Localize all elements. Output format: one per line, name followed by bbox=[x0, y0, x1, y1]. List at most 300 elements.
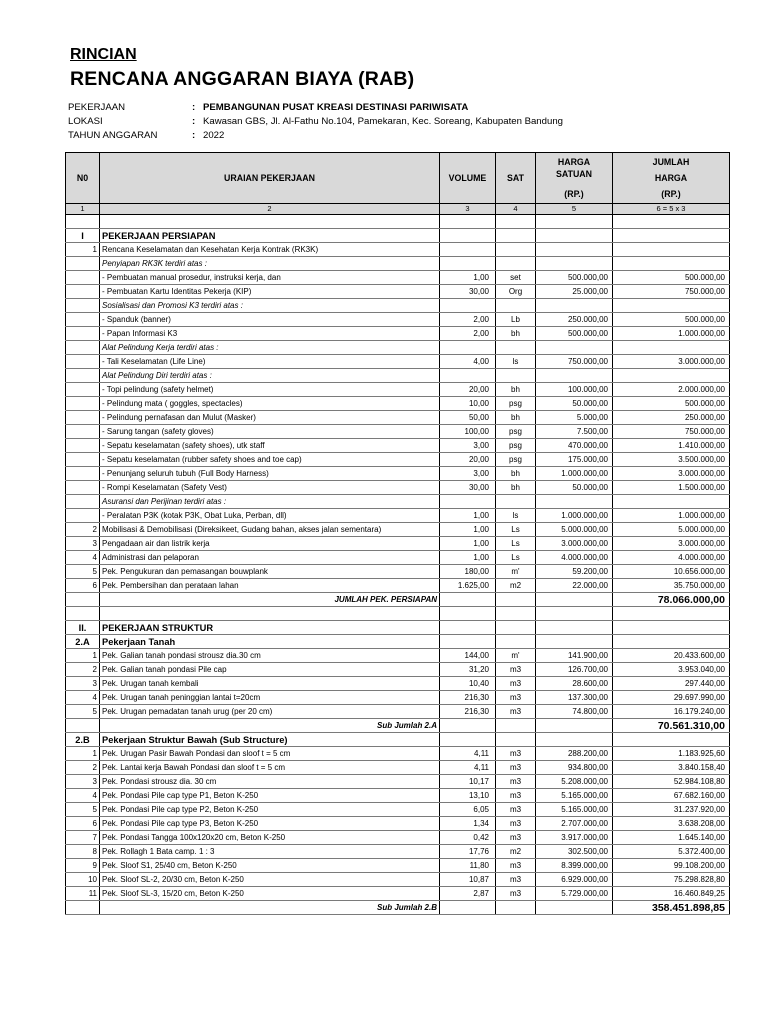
item-number: 5 bbox=[66, 565, 100, 579]
empty-cell bbox=[613, 341, 730, 355]
item-number: 2 bbox=[66, 761, 100, 775]
item-description: Pek. Pondasi Pile cap type P3, Beton K-250 bbox=[100, 817, 440, 831]
item-number: 11 bbox=[66, 887, 100, 901]
item-number bbox=[66, 453, 100, 467]
table-row bbox=[66, 523, 730, 537]
item-volume: 30,00 bbox=[440, 481, 496, 495]
table-row bbox=[66, 439, 730, 453]
item-number bbox=[66, 341, 100, 355]
item-unit-price: 5.165.000,00 bbox=[536, 803, 613, 817]
item-unit: m2 bbox=[496, 579, 536, 593]
item-unit: bh bbox=[496, 481, 536, 495]
item-unit-price: 5.165.000,00 bbox=[536, 789, 613, 803]
table-row bbox=[66, 747, 730, 761]
item-number bbox=[66, 481, 100, 495]
item-unit: m3 bbox=[496, 677, 536, 691]
empty-cell bbox=[536, 257, 613, 271]
empty-cell bbox=[496, 719, 536, 733]
item-total-price: 1.645.140,00 bbox=[613, 831, 730, 845]
item-description: Pek. Urugan pemadatan tanah urug (per 20 cm) bbox=[100, 705, 440, 719]
empty-cell bbox=[536, 719, 613, 733]
item-number bbox=[66, 271, 100, 285]
empty-cell bbox=[496, 299, 536, 313]
item-volume: 1,00 bbox=[440, 271, 496, 285]
section-title: Pekerjaan Tanah bbox=[100, 635, 440, 649]
empty-cell bbox=[440, 607, 496, 621]
table-row bbox=[66, 537, 730, 551]
item-number bbox=[66, 467, 100, 481]
table-row bbox=[66, 817, 730, 831]
item-total-price: 3.500.000,00 bbox=[613, 453, 730, 467]
empty-cell bbox=[536, 369, 613, 383]
item-number: 5 bbox=[66, 705, 100, 719]
item-volume: 180,00 bbox=[440, 565, 496, 579]
item-number: 1 bbox=[66, 649, 100, 663]
table-row bbox=[66, 313, 730, 327]
item-total-price: 31.237.920,00 bbox=[613, 803, 730, 817]
item-volume: 4,11 bbox=[440, 747, 496, 761]
item-total-price: 3.000.000,00 bbox=[613, 537, 730, 551]
item-number bbox=[66, 355, 100, 369]
header-sat: SAT bbox=[496, 153, 536, 204]
item-unit-price: 126.700,00 bbox=[536, 663, 613, 677]
empty-cell bbox=[536, 215, 613, 229]
item-description: - Sarung tangan (safety gloves) bbox=[100, 425, 440, 439]
item-description: Pek. Urugan tanah peninggian lantai t=20cm bbox=[100, 691, 440, 705]
blank-row bbox=[66, 215, 730, 229]
item-total-price: 750.000,00 bbox=[613, 425, 730, 439]
empty-cell bbox=[613, 621, 730, 635]
item-unit: m3 bbox=[496, 831, 536, 845]
header-total-line3: (RP.) bbox=[661, 189, 681, 199]
blank-row bbox=[66, 607, 730, 621]
item-description: - Sepatu keselamatan (rubber safety shoes and toe cap) bbox=[100, 453, 440, 467]
item-description: Pek. Sloof SL-3, 15/20 cm, Beton K-250 bbox=[100, 887, 440, 901]
item-description: Pek. Sloof S1, 25/40 cm, Beton K-250 bbox=[100, 859, 440, 873]
rab-table bbox=[65, 152, 730, 915]
item-unit: bh bbox=[496, 467, 536, 481]
table-row bbox=[66, 565, 730, 579]
item-unit: m3 bbox=[496, 859, 536, 873]
empty-cell bbox=[496, 229, 536, 243]
item-unit-price: 175.000,00 bbox=[536, 453, 613, 467]
item-volume: 13,10 bbox=[440, 789, 496, 803]
item-total-price: 3.000.000,00 bbox=[613, 467, 730, 481]
item-unit-price: 302.500,00 bbox=[536, 845, 613, 859]
table-row bbox=[66, 691, 730, 705]
item-unit: m3 bbox=[496, 887, 536, 901]
item-volume: 0,42 bbox=[440, 831, 496, 845]
empty-cell bbox=[496, 215, 536, 229]
subheading-row bbox=[66, 257, 730, 271]
item-volume: 3,00 bbox=[440, 467, 496, 481]
item-volume: 4,11 bbox=[440, 761, 496, 775]
item-description: Mobilisasi & Demobilisasi (Direksikeet, Gudang bahan, akses jalan sementara) bbox=[100, 523, 440, 537]
item-total-price: 1.000.000,00 bbox=[613, 509, 730, 523]
item-unit: m3 bbox=[496, 663, 536, 677]
item-description: Pek. Urugan tanah kembali bbox=[100, 677, 440, 691]
item-unit: bh bbox=[496, 327, 536, 341]
item-total-price: 3.000.000,00 bbox=[613, 355, 730, 369]
info-label: TAHUN ANGGARAN bbox=[68, 130, 158, 141]
empty-cell bbox=[536, 621, 613, 635]
item-description: Administrasi dan pelaporan bbox=[100, 551, 440, 565]
empty-cell bbox=[496, 495, 536, 509]
item-number: 4 bbox=[66, 691, 100, 705]
item-unit: psg bbox=[496, 397, 536, 411]
table-row bbox=[66, 845, 730, 859]
item-volume: 1,00 bbox=[440, 551, 496, 565]
item-unit: m' bbox=[496, 565, 536, 579]
table-row bbox=[66, 355, 730, 369]
table-row bbox=[66, 859, 730, 873]
empty-cell bbox=[440, 635, 496, 649]
item-total-price: 500.000,00 bbox=[613, 313, 730, 327]
item-number: 5 bbox=[66, 803, 100, 817]
item-number bbox=[66, 313, 100, 327]
info-value: Kawasan GBS, Jl. Al-Fathu No.104, Pamekaran, Kec. Soreang, Kabupaten Bandung bbox=[203, 116, 563, 127]
item-description: Pengadaan air dan listrik kerja bbox=[100, 537, 440, 551]
item-volume: 20,00 bbox=[440, 453, 496, 467]
item-total-price bbox=[613, 243, 730, 257]
item-total-price: 16.179.240,00 bbox=[613, 705, 730, 719]
empty-cell bbox=[440, 215, 496, 229]
header-price-line1: HARGA bbox=[557, 157, 591, 167]
item-number: 9 bbox=[66, 859, 100, 873]
table-row bbox=[66, 551, 730, 565]
item-description: - Pelindung pernafasan dan Mulut (Masker) bbox=[100, 411, 440, 425]
item-unit-price: 5.000.000,00 bbox=[536, 523, 613, 537]
section-number: II. bbox=[66, 621, 100, 635]
item-total-price: 75.298.828,80 bbox=[613, 873, 730, 887]
info-label: PEKERJAAN bbox=[68, 102, 126, 113]
item-total-price: 35.750.000,00 bbox=[613, 579, 730, 593]
item-volume: 216,30 bbox=[440, 705, 496, 719]
table-row bbox=[66, 789, 730, 803]
item-unit: m3 bbox=[496, 761, 536, 775]
item-total-price: 297.440,00 bbox=[613, 677, 730, 691]
empty-cell bbox=[536, 607, 613, 621]
table-row bbox=[66, 397, 730, 411]
table-body bbox=[66, 215, 730, 915]
item-volume: 1,34 bbox=[440, 817, 496, 831]
item-unit-price: 6.929.000,00 bbox=[536, 873, 613, 887]
empty-cell bbox=[613, 229, 730, 243]
item-number: 4 bbox=[66, 551, 100, 565]
item-unit-price: 25.000,00 bbox=[536, 285, 613, 299]
item-number: 7 bbox=[66, 831, 100, 845]
item-volume: 1.625,00 bbox=[440, 579, 496, 593]
empty-cell bbox=[100, 215, 440, 229]
table-row bbox=[66, 761, 730, 775]
item-number bbox=[66, 439, 100, 453]
subtotal-value: 70.561.310,00 bbox=[613, 719, 730, 733]
item-total-price: 16.460.849,25 bbox=[613, 887, 730, 901]
table-row bbox=[66, 873, 730, 887]
empty-cell bbox=[613, 369, 730, 383]
empty-cell bbox=[100, 607, 440, 621]
table-row bbox=[66, 579, 730, 593]
item-unit: psg bbox=[496, 453, 536, 467]
empty-cell bbox=[536, 495, 613, 509]
section-number: 2.B bbox=[66, 733, 100, 747]
subheading-row bbox=[66, 495, 730, 509]
item-unit-price: 5.000,00 bbox=[536, 411, 613, 425]
section-number: I bbox=[66, 229, 100, 243]
table-row bbox=[66, 425, 730, 439]
header-total-line1: JUMLAH bbox=[652, 157, 690, 167]
empty-cell bbox=[496, 593, 536, 607]
info-colon: : bbox=[192, 116, 196, 127]
item-description: Pek. Pengukuran dan pemasangan bouwplank bbox=[100, 565, 440, 579]
item-unit-price: 1.000.000,00 bbox=[536, 467, 613, 481]
item-description: Pek. Pondasi Pile cap type P2, Beton K-250 bbox=[100, 803, 440, 817]
item-description: - Peralatan P3K (kotak P3K, Obat Luka, Perban, dll) bbox=[100, 509, 440, 523]
item-unit-price: 8.399.000,00 bbox=[536, 859, 613, 873]
item-total-price: 2.000.000,00 bbox=[613, 383, 730, 397]
subtotal-row bbox=[66, 593, 730, 607]
item-unit-price: 5.729.000,00 bbox=[536, 887, 613, 901]
item-total-price: 1.183.925,60 bbox=[613, 747, 730, 761]
item-number bbox=[66, 285, 100, 299]
item-description: - Pembuatan Kartu Identitas Pekerja (KIP) bbox=[100, 285, 440, 299]
item-description: Pek. Pondasi strousz dia. 30 cm bbox=[100, 775, 440, 789]
item-number bbox=[66, 299, 100, 313]
item-unit-price: 28.600,00 bbox=[536, 677, 613, 691]
empty-cell bbox=[613, 607, 730, 621]
item-volume: 216,30 bbox=[440, 691, 496, 705]
item-volume: 144,00 bbox=[440, 649, 496, 663]
item-volume: 1,00 bbox=[440, 509, 496, 523]
item-number bbox=[66, 425, 100, 439]
item-number: 2 bbox=[66, 523, 100, 537]
section-row bbox=[66, 635, 730, 649]
table-row bbox=[66, 285, 730, 299]
section-number: 2.A bbox=[66, 635, 100, 649]
header-price-line2: SATUAN bbox=[556, 169, 592, 179]
header-total bbox=[613, 153, 730, 204]
item-volume bbox=[440, 243, 496, 257]
item-unit: Ls bbox=[496, 523, 536, 537]
subtotal-value: 358.451.898,85 bbox=[613, 901, 730, 915]
item-volume: 10,40 bbox=[440, 677, 496, 691]
table-row bbox=[66, 453, 730, 467]
item-volume: 10,87 bbox=[440, 873, 496, 887]
header-index: 3 bbox=[440, 204, 496, 215]
item-volume: 1,00 bbox=[440, 523, 496, 537]
item-unit-price: 750.000,00 bbox=[536, 355, 613, 369]
subtotal-row bbox=[66, 901, 730, 915]
section-row bbox=[66, 621, 730, 635]
empty-cell bbox=[440, 299, 496, 313]
item-unit-price: 1.000.000,00 bbox=[536, 509, 613, 523]
item-total-price: 1.000.000,00 bbox=[613, 327, 730, 341]
header-index: 6 = 5 x 3 bbox=[613, 204, 730, 215]
empty-cell bbox=[536, 299, 613, 313]
item-unit-price: 934.800,00 bbox=[536, 761, 613, 775]
subtotal-value: 78.066.000,00 bbox=[613, 593, 730, 607]
item-unit: bh bbox=[496, 383, 536, 397]
item-unit: psg bbox=[496, 439, 536, 453]
empty-cell bbox=[496, 621, 536, 635]
item-number: 10 bbox=[66, 873, 100, 887]
item-description: - Pelindung mata ( goggles, spectacles) bbox=[100, 397, 440, 411]
header-desc: URAIAN PEKERJAAN bbox=[100, 153, 440, 204]
item-unit: m3 bbox=[496, 775, 536, 789]
item-number bbox=[66, 327, 100, 341]
item-volume: 2,00 bbox=[440, 313, 496, 327]
item-number bbox=[66, 369, 100, 383]
empty-cell bbox=[536, 635, 613, 649]
header-price bbox=[536, 153, 613, 204]
item-unit: m3 bbox=[496, 747, 536, 761]
item-unit-price: 470.000,00 bbox=[536, 439, 613, 453]
item-unit: m2 bbox=[496, 845, 536, 859]
subheading-label: Penyiapan RK3K terdiri atas : bbox=[100, 257, 440, 271]
table-header bbox=[66, 153, 730, 215]
item-unit-price: 3.000.000,00 bbox=[536, 537, 613, 551]
empty-cell bbox=[440, 901, 496, 915]
item-total-price: 5.372.400,00 bbox=[613, 845, 730, 859]
section-title: Pekerjaan Struktur Bawah (Sub Structure) bbox=[100, 733, 440, 747]
subheading-row bbox=[66, 369, 730, 383]
section-title: PEKERJAAN PERSIAPAN bbox=[100, 229, 440, 243]
empty-cell bbox=[440, 369, 496, 383]
subheading-label: Sosialisasi dan Promosi K3 terdiri atas : bbox=[100, 299, 440, 313]
table-row bbox=[66, 271, 730, 285]
table-row bbox=[66, 481, 730, 495]
item-number: 3 bbox=[66, 677, 100, 691]
item-unit-price: 50.000,00 bbox=[536, 397, 613, 411]
table-row bbox=[66, 803, 730, 817]
info-colon: : bbox=[192, 102, 196, 113]
item-volume: 3,00 bbox=[440, 439, 496, 453]
item-unit-price: 5.208.000,00 bbox=[536, 775, 613, 789]
empty-cell bbox=[440, 593, 496, 607]
item-unit-price: 3.917.000,00 bbox=[536, 831, 613, 845]
item-volume: 6,05 bbox=[440, 803, 496, 817]
empty-cell bbox=[440, 733, 496, 747]
table-row bbox=[66, 327, 730, 341]
item-unit bbox=[496, 243, 536, 257]
item-volume: 17,76 bbox=[440, 845, 496, 859]
item-number: 6 bbox=[66, 579, 100, 593]
item-unit: m3 bbox=[496, 817, 536, 831]
item-number: 4 bbox=[66, 789, 100, 803]
subtotal-label: Sub Jumlah 2.B bbox=[100, 901, 440, 915]
item-total-price: 10.656.000,00 bbox=[613, 565, 730, 579]
table-row bbox=[66, 649, 730, 663]
item-total-price: 3.953.040,00 bbox=[613, 663, 730, 677]
item-total-price: 500.000,00 bbox=[613, 397, 730, 411]
item-number bbox=[66, 411, 100, 425]
item-volume: 1,00 bbox=[440, 537, 496, 551]
empty-cell bbox=[613, 635, 730, 649]
subtotal-row bbox=[66, 719, 730, 733]
item-volume: 20,00 bbox=[440, 383, 496, 397]
item-unit: m' bbox=[496, 649, 536, 663]
subheading-label: Asuransi dan Perijinan terdiri atas : bbox=[100, 495, 440, 509]
item-volume: 2,00 bbox=[440, 327, 496, 341]
item-volume: 31,20 bbox=[440, 663, 496, 677]
item-unit-price: 4.000.000,00 bbox=[536, 551, 613, 565]
item-unit: m3 bbox=[496, 803, 536, 817]
item-volume: 100,00 bbox=[440, 425, 496, 439]
empty-cell bbox=[66, 719, 100, 733]
table-row bbox=[66, 677, 730, 691]
item-description: - Tali Keselamatan (Life Line) bbox=[100, 355, 440, 369]
empty-cell bbox=[440, 229, 496, 243]
header-no: N0 bbox=[66, 153, 100, 204]
item-unit: Lb bbox=[496, 313, 536, 327]
item-unit-price: 59.200,00 bbox=[536, 565, 613, 579]
item-description: - Penunjang seluruh tubuh (Full Body Harness) bbox=[100, 467, 440, 481]
item-unit: m3 bbox=[496, 873, 536, 887]
header-index: 5 bbox=[536, 204, 613, 215]
item-total-price: 4.000.000,00 bbox=[613, 551, 730, 565]
info-value: 2022 bbox=[203, 130, 225, 141]
empty-cell bbox=[496, 369, 536, 383]
item-unit: m3 bbox=[496, 789, 536, 803]
subtotal-label: JUMLAH PEK. PERSIAPAN bbox=[100, 593, 440, 607]
item-total-price: 99.108.200,00 bbox=[613, 859, 730, 873]
item-volume: 50,00 bbox=[440, 411, 496, 425]
table-row bbox=[66, 663, 730, 677]
header-index: 4 bbox=[496, 204, 536, 215]
item-unit-price: 137.300,00 bbox=[536, 691, 613, 705]
empty-cell bbox=[536, 901, 613, 915]
empty-cell bbox=[496, 901, 536, 915]
table-row bbox=[66, 775, 730, 789]
item-number bbox=[66, 257, 100, 271]
info-label: LOKASI bbox=[68, 116, 103, 127]
info-value: PEMBANGUNAN PUSAT KREASI DESTINASI PARIWISATA bbox=[203, 102, 469, 113]
empty-cell bbox=[66, 901, 100, 915]
item-number: 3 bbox=[66, 775, 100, 789]
empty-cell bbox=[496, 607, 536, 621]
item-total-price: 29.697.990,00 bbox=[613, 691, 730, 705]
table-row bbox=[66, 831, 730, 845]
item-total-price: 3.840.158,40 bbox=[613, 761, 730, 775]
item-total-price: 1.500.000,00 bbox=[613, 481, 730, 495]
item-unit-price: 7.500,00 bbox=[536, 425, 613, 439]
header-index: 2 bbox=[100, 204, 440, 215]
document-title: RENCANA ANGGARAN BIAYA (RAB) bbox=[70, 68, 415, 90]
item-unit: m3 bbox=[496, 691, 536, 705]
item-description: Pek. Rollagh 1 Bata camp. 1 : 3 bbox=[100, 845, 440, 859]
item-total-price: 500.000,00 bbox=[613, 271, 730, 285]
item-total-price: 5.000.000,00 bbox=[613, 523, 730, 537]
item-description: Pek. Lantai kerja Bawah Pondasi dan sloof t = 5 cm bbox=[100, 761, 440, 775]
item-unit-price: 22.000,00 bbox=[536, 579, 613, 593]
empty-cell bbox=[66, 593, 100, 607]
section-row bbox=[66, 229, 730, 243]
item-unit: ls bbox=[496, 509, 536, 523]
item-number: 6 bbox=[66, 817, 100, 831]
document-subtitle: RINCIAN bbox=[70, 46, 137, 63]
item-volume: 10,00 bbox=[440, 397, 496, 411]
empty-cell bbox=[496, 635, 536, 649]
table-row bbox=[66, 705, 730, 719]
item-number bbox=[66, 509, 100, 523]
item-description: - Papan Informasi K3 bbox=[100, 327, 440, 341]
item-description: - Pembuatan manual prosedur, instruksi kerja, dan bbox=[100, 271, 440, 285]
item-unit: Org bbox=[496, 285, 536, 299]
item-number: 3 bbox=[66, 537, 100, 551]
item-description: - Spanduk (banner) bbox=[100, 313, 440, 327]
item-unit-price: 74.800,00 bbox=[536, 705, 613, 719]
item-description: Rencana Keselamatan dan Kesehatan Kerja Kontrak (RK3K) bbox=[100, 243, 440, 257]
